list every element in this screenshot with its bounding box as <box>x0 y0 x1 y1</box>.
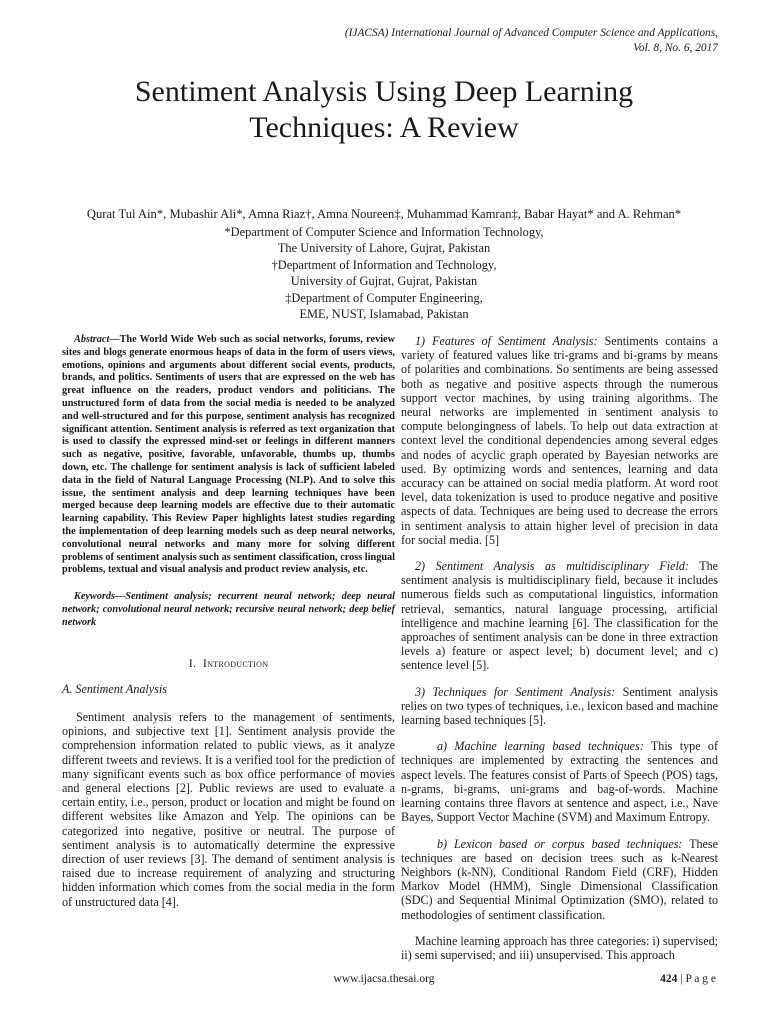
footer-page-number <box>660 973 716 985</box>
page-label: | P a g e <box>677 973 716 985</box>
paragraph-heading: 1) Features of Sentiment Analysis: <box>415 334 598 348</box>
intro-paragraph: Sentiment analysis refers to the management of sentiments, opinions, and subjective text [1]. Sentiment analysis provide the comprehension information related to public views, as it analyze different tweets and reviews. It is a verified tool for the prediction of many significant events such as box office performance of movies and general elections [2]. Public reviews are used to evaluate a certain entity, i.e., person, product or location and might be found on different websites like Amazon and Yelp. The opinions can be categorized into negative, positive or neutral. The purpose of sentiment analysis is to automatically determine the expressive direction of user reviews [3]. The demand of sentiment analysis is raised due to increase requirement of analyzing and structuring hidden information which comes from the social media in the form of unstructured data [4]. <box>62 709 395 909</box>
affiliation-line: *Department of Computer Science and Information Technology, <box>224 225 544 239</box>
affiliation-line: University of Gujrat, Gujrat, Pakistan <box>290 274 478 289</box>
paragraph-text: Machine learning approach has three categories: i) supervised; ii) semi supervised; and iii) unsupervised. This approach <box>401 933 718 962</box>
page-number: 424 <box>660 973 678 985</box>
section-number: I. <box>188 655 197 670</box>
section-title: Introduction <box>202 655 269 670</box>
abstract-label: Abstract <box>74 334 110 345</box>
affiliation-line: The University of Lahore, Gujrat, Pakistan <box>277 241 491 256</box>
paragraph-heading: 2) Sentiment Analysis as multidisciplinary Field: <box>415 559 689 574</box>
right-column <box>401 334 718 974</box>
title-line-1: Sentiment Analysis Using Deep Learning <box>134 75 634 108</box>
affiliation-line: EME, NUST, Islamabad, Pakistan <box>299 307 469 322</box>
paragraph-heading: a) Machine learning based techniques: <box>437 739 644 754</box>
paragraph-heading: b) Lexicon based or corpus based techniques: <box>437 836 683 851</box>
affiliation-line: †Department of Information and Technology, <box>271 257 497 272</box>
paragraph-text: These techniques are based on decision trees such as k-Nearest Neighbors (k-NN), Conditional Random Field (CRF), Hidden Markov Model (HMM), Single Dimensional Classification (SDC) and Sequential Minimal Optimization (SMO), related to methodologies of sentiment classification. <box>401 836 718 922</box>
author-list: Qurat Tul Ain*, Mubashir Ali*, Amna Riaz†, Amna Noureen‡, Muhammad Kamran‡, Babar Hayat* and A. Rehman* <box>86 207 682 221</box>
title-line-2: Techniques: A Review <box>249 111 519 144</box>
abstract-text: —The World Wide Web such as social networks, forums, review sites and blogs generate enormous heaps of data in the form of users views, emotions, opinions and arguments about different social events, products, brands, and politics. Sentiments of users that are expressed on the web has great influence on the readers, product vendors and politicians. The unstructured form of data from the social media is needed to be analyzed and well-structured and for this purpose, sentiment analysis has recognized significant attention. Sentiment analysis is referred as text organization that is used to classify the expressed mind-set or feelings in different manners such as negative, positive, favorable, unfavorable, thumbs up, thumbs down, etc. The challenge for sentiment analysis is lack of sufficient labeled data in the field of Natural Language Processing (NLP). And to solve this issue, the sentiment analysis and deep learning techniques have been merged because deep learning models are effective due to their automatic learning capability. This Review Paper highlights latest studies regarding the implementation of deep learning models such as deep neural networks, convolutional neural networks and many more for solving different problems of sentiment analysis such as sentiment classification, cross lingual problems, textual and visual analysis and product review analysis, etc. <box>62 334 395 576</box>
journal-volume: Vol. 8, No. 6, 2017 <box>633 42 718 54</box>
machine-learning-paragraph <box>401 739 718 824</box>
left-column <box>62 334 395 915</box>
paragraph-heading: 3) Techniques for Sentiment Analysis: <box>415 684 616 699</box>
techniques-paragraph <box>401 685 718 728</box>
paper-title <box>40 74 728 146</box>
journal-name: (IJACSA) International Journal of Advanced Computer Science and Applications, <box>344 27 718 39</box>
subsection-heading: A. Sentiment Analysis <box>62 681 167 696</box>
paragraph-text: The sentiment analysis is multidisciplinary field, because it includes numerous fields such as computational linguistics, information retrieval, semantics, natural language processing, artificial intelligence and machine learning [6]. The classification for the approaches of sentiment analysis can be done in three extraction levels a) feature or aspect level; b) document level; and c) sentence level [5]. <box>401 559 718 673</box>
paragraph-text: This type of techniques are implemented by extracting the sentences and aspect levels. The features consist of Parts of Speech (POS) tags, n-grams, bi-grams, uni-grams and bag-of-words. Machine learning contains three flavors at sentence and aspect, i.e., Nave Bayes, Support Vector Machine (SVM) and Maximum Entropy. <box>401 739 718 825</box>
section-heading <box>62 656 395 670</box>
multidisciplinary-paragraph <box>401 559 718 673</box>
ml-approach-paragraph <box>401 934 718 962</box>
paragraph-text: Sentiments contains a variety of featured values like tri-grams and bi-grams by means of polarities and combinations. So sentiments are being assessed both as negative and positive aspects through the numerous support vector machines, by using training algorithms. The neural networks are implemented in sentiment analysis to compute belongingness of labels. To help out data extraction at context level the conditional dependencies among several edges and nodes of acyclic graph operated by Bayesian networks are used. By optimizing words and sentences, learning and data accuracy can be attained on social media platform. At word root level, data tokenization is used to produce negative and positive aspects of data. Techniques are being used to decrease the errors in sentiment analysis to attain higher level of precision in data for social media. [5] <box>401 334 718 547</box>
paragraph-text: Sentiment analysis relies on two types of techniques, i.e., lexicon based and machine learning based techniques [5]. <box>401 684 718 728</box>
features-paragraph <box>401 334 718 547</box>
journal-header <box>345 26 718 56</box>
keywords: Keywords—Sentiment analysis; recurrent neural network; deep neural network; convolutional neural network; recursive neural network; deep belief network <box>62 591 395 628</box>
lexicon-paragraph <box>401 837 718 922</box>
abstract <box>62 334 395 577</box>
footer-website-link[interactable]: www.ijacsa.thesai.org <box>333 973 435 985</box>
affiliations <box>40 224 728 322</box>
affiliation-line: ‡Department of Computer Engineering, <box>285 290 483 305</box>
